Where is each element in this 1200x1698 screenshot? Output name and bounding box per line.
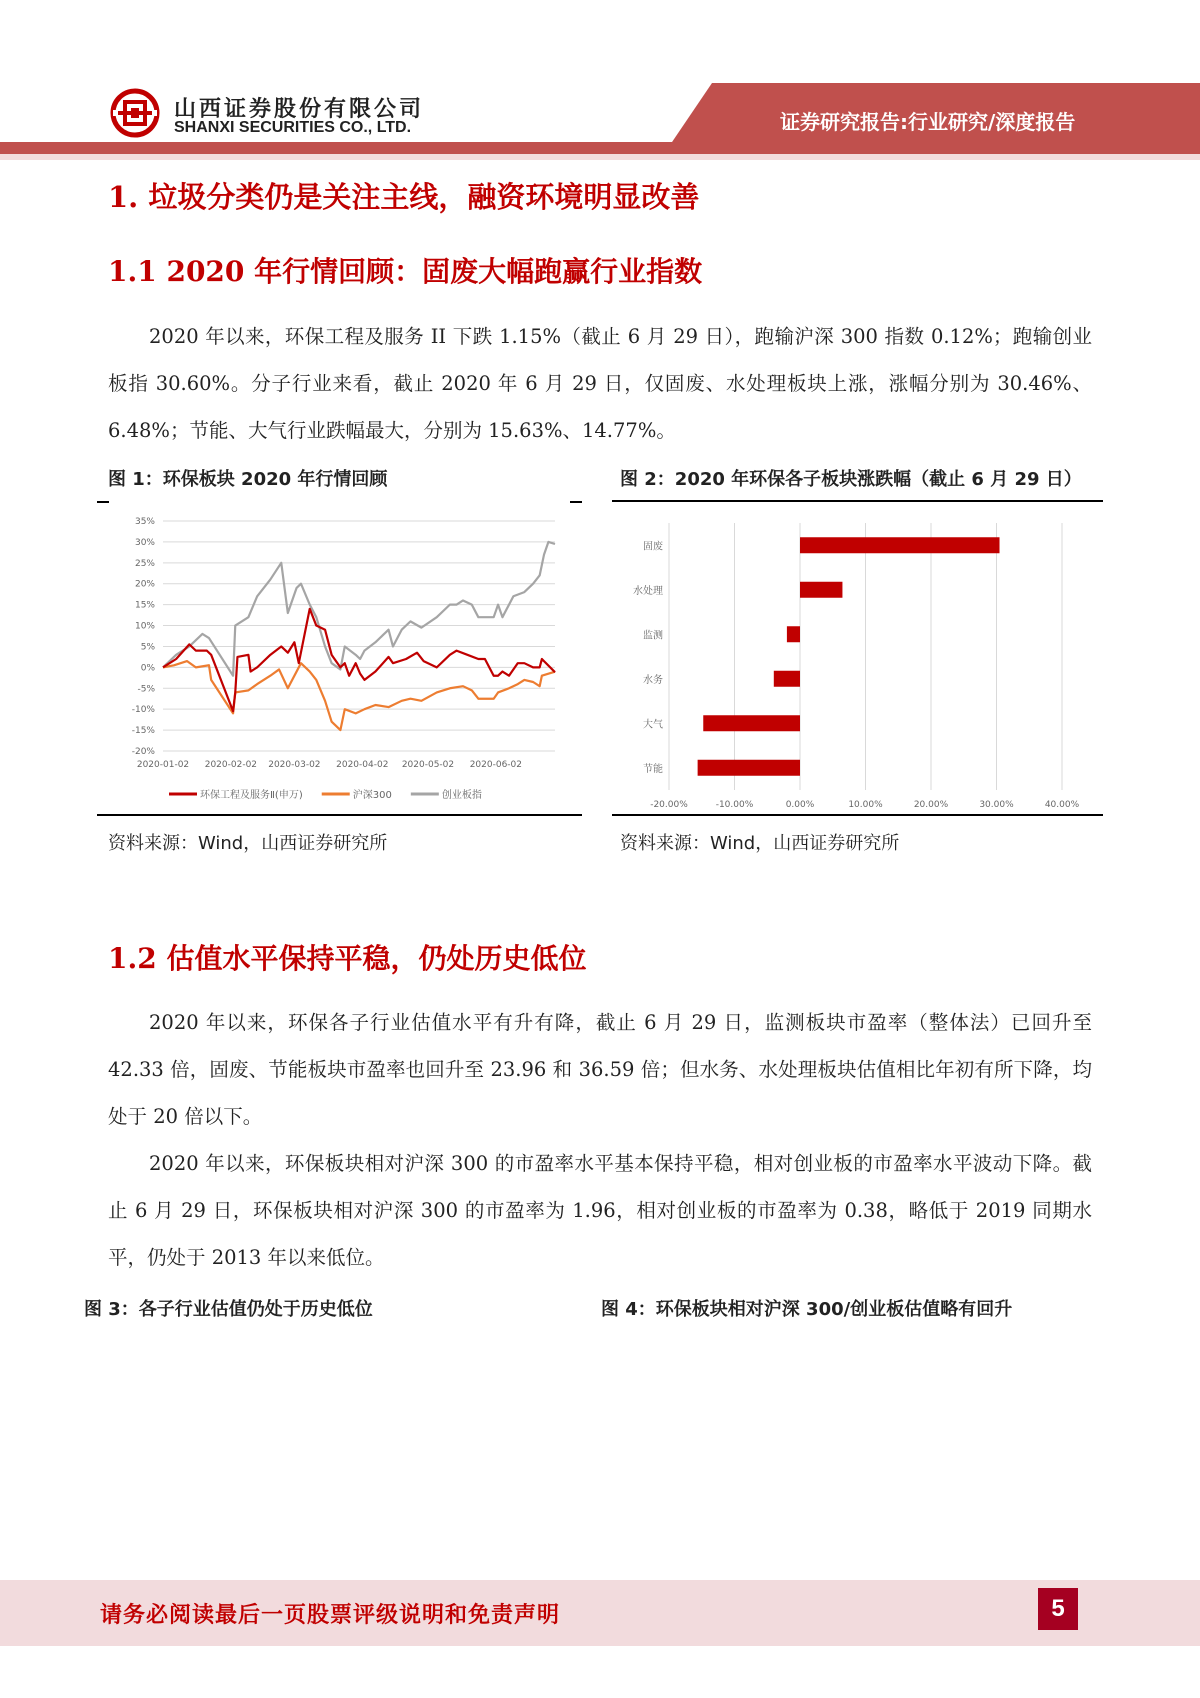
line-chart <box>97 505 582 810</box>
bar <box>787 626 800 642</box>
bar <box>800 582 842 598</box>
section-1-1-title: 1.1 2020 年行情回顾：固废大幅跑赢行业指数 <box>108 255 703 288</box>
section-1-title: 1. 垃圾分类仍是关注主线，融资环境明显改善 <box>108 180 700 214</box>
figure-4-caption: 图 4：环保板块相对沪深 300/创业板估值略有回升 <box>601 1299 1013 1320</box>
company-name-cn: 山西证券股份有限公司 <box>174 97 425 122</box>
y-tick-label: 10% <box>134 621 155 632</box>
x-tick-label: 2020-03-02 <box>268 760 321 770</box>
bar-chart <box>612 505 1103 810</box>
category-label: 节能 <box>643 763 663 775</box>
company-name-en: SHANXI SECURITIES CO., LTD. <box>174 119 412 136</box>
bar <box>703 715 800 731</box>
figure-2-top-rule <box>612 500 1103 502</box>
y-tick-label: 20% <box>134 579 155 590</box>
figure-1-caption: 图 1：环保板块 2020 年行情回顾 <box>108 469 388 490</box>
y-tick-label: 25% <box>134 558 155 569</box>
y-tick-label: -10% <box>131 705 155 716</box>
footer-disclaimer: 请务必阅读最后一页股票评级说明和免责声明 <box>100 1602 561 1628</box>
y-tick-label: 30% <box>134 537 155 548</box>
bar <box>774 671 800 687</box>
series-line <box>163 542 555 676</box>
legend-label: 沪深300 <box>352 790 392 801</box>
header-stripe <box>0 154 1200 160</box>
figure-1-top-rule <box>570 501 582 503</box>
y-tick-label: 0% <box>140 663 155 674</box>
x-tick-label: 0.00% <box>785 800 815 810</box>
company-logo-icon <box>110 88 160 138</box>
bar <box>698 760 800 776</box>
y-tick-label: -15% <box>131 726 155 737</box>
figure-2-source: 资料来源：Wind，山西证券研究所 <box>620 833 900 854</box>
page-number: 5 <box>1038 1588 1078 1630</box>
x-tick-label: -10.00% <box>715 800 754 810</box>
category-label: 大气 <box>643 719 663 731</box>
paragraph: 2020 年以来，环保板块相对沪深 300 的市盈率水平基本保持平稳，相对创业板的市盈率水平波动下降。截止 6 月 29 日，环保板块相对沪深 300 的市盈率为 1.96，相对创业板的市盈率为 0.38，略低于 2019 同期水平，仍处于 2013 年以来低位。 <box>108 1152 1092 1269</box>
figure-3-caption: 图 3：各子行业估值仍处于历史低位 <box>84 1299 373 1320</box>
category-label: 水务 <box>643 674 663 686</box>
figure-1-bottom-rule <box>97 814 582 816</box>
figure-2-bottom-rule <box>612 814 1103 816</box>
section-1-1-body <box>108 313 1092 454</box>
section-1-2-title: 1.2 估值水平保持平稳，仍处历史低位 <box>108 942 587 975</box>
x-tick-label: 2020-02-02 <box>204 760 258 770</box>
x-tick-label: 2020-04-02 <box>336 760 389 770</box>
x-tick-label: 30.00% <box>979 800 1014 810</box>
section-1-2-body <box>108 999 1092 1281</box>
y-tick-label: -5% <box>137 684 155 695</box>
x-tick-label: 20.00% <box>913 800 949 810</box>
header-bar <box>0 142 1200 154</box>
figure-1-source: 资料来源：Wind，山西证券研究所 <box>108 833 388 854</box>
legend-label: 创业板指 <box>441 790 482 801</box>
bar <box>800 537 1000 553</box>
x-tick-label: -20.00% <box>650 800 688 810</box>
category-label: 固废 <box>643 541 663 553</box>
report-type: 证券研究报告:行业研究/深度报告 <box>780 110 1076 134</box>
figure-1-top-rule-left <box>97 501 109 503</box>
category-label: 监测 <box>643 630 663 642</box>
x-tick-label: 40.00% <box>1044 800 1080 810</box>
y-tick-label: 5% <box>140 642 155 653</box>
category-label: 水处理 <box>633 585 663 597</box>
x-tick-label: 2020-01-02 <box>136 760 190 770</box>
paragraph: 2020 年以来，环保各子行业估值水平有升有降，截止 6 月 29 日，监测板块市盈率（整体法）已回升至 42.33 倍，固废、节能板块市盈率也回升至 23.96 和 36.59 倍；但水务、水处理板块估值相比年初有所下降，均处于 20 倍以下。 <box>108 1011 1092 1128</box>
x-tick-label: 2020-05-02 <box>401 760 455 770</box>
paragraph: 2020 年以来，环保工程及服务 II 下跌 1.15%（截止 6 月 29 日），跑输沪深 300 指数 0.12%；跑输创业板指 30.60%。分子行业来看，截止 2020 年 6 月 29 日，仅固废、水处理板块上涨，涨幅分别为 30.46%、6.48%；节能、大气行业跌幅最大，分别为 15.63%、14.77%。 <box>108 325 1092 442</box>
legend-label: 环保工程及服务Ⅱ(申万) <box>200 790 303 801</box>
y-tick-label: 15% <box>134 600 155 611</box>
y-tick-label: 35% <box>134 517 155 527</box>
x-tick-label: 10.00% <box>848 800 883 810</box>
y-tick-label: -20% <box>131 747 155 757</box>
x-tick-label: 2020-06-02 <box>469 760 523 770</box>
figure-2-caption: 图 2：2020 年环保各子板块涨跌幅（截止 6 月 29 日） <box>620 469 1082 490</box>
